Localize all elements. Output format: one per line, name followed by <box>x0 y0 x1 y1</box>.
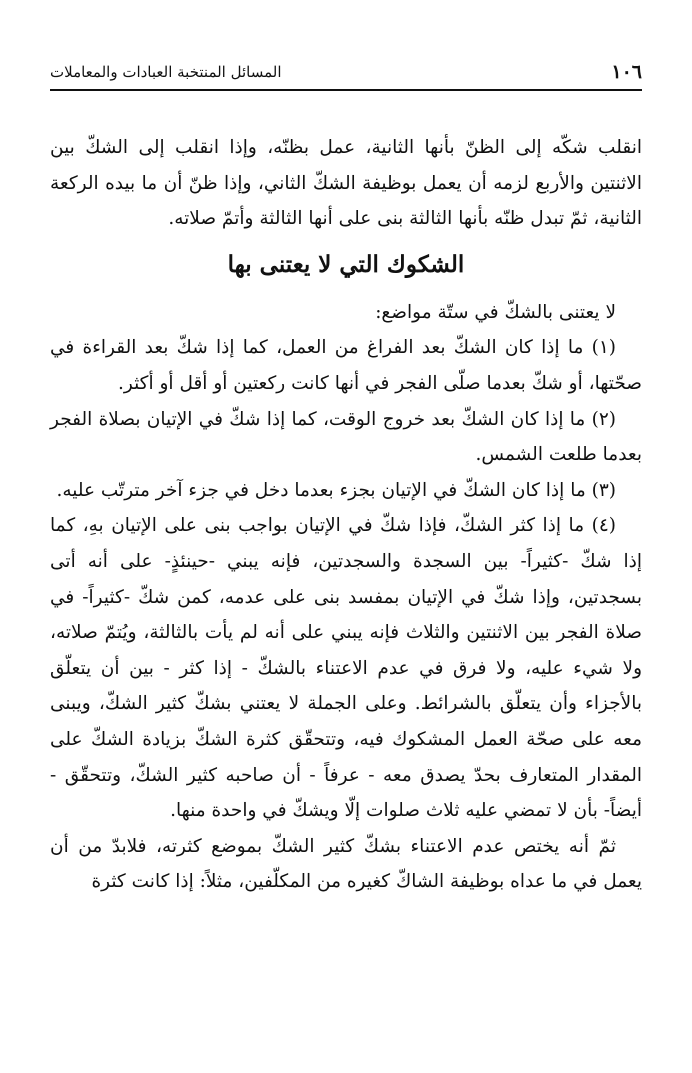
intro-paragraph: انقلب شكّه إلى الظنّ بأنها الثانية، عمل بظنّه، وإذا انقلب إلى الشكّ بين الاثنتين والأربع لزمه أن يعمل بوظيفة الشكّ الثاني، وإذا ظنّ أن ما بيده الركعة الثانية، ثمّ تبدل ظنّه بأنها الثالثة بنى على أنها الثالثة وأتمّ صلاته. <box>50 137 642 230</box>
book-page <box>50 55 642 1055</box>
page-number: ١٠٦ <box>611 61 642 83</box>
closing-paragraph: ثمّ أنه يختص عدم الاعتناء بشكّ كثير الشكّ بموضع كثرته، فلابدّ من أن يعمل في ما عداه بوظيفة الشاكّ كغيره من المكلّفين، مثلاً: إذا كانت كثرة <box>50 835 642 893</box>
list-item-1: (١) ما إذا كان الشكّ بعد الفراغ من العمل، كما إذا شكّ بعد القراءة في صحّتها، أو شكّ بعدما صلّى الفجر في أنها كانت ركعتين أو أقل أو أكثر. <box>50 337 642 394</box>
running-header <box>50 55 642 91</box>
list-item-2: (٢) ما إذا كان الشكّ بعد خروج الوقت، كما إذا شكّ في الإتيان بصلاة الفجر بعدما طلعت الشمس. <box>50 408 642 466</box>
section-heading: الشكوك التي لا يعتنى بها <box>227 250 465 278</box>
list-item-3: (٣) ما إذا كان الشكّ في الإتيان بجزء بعدما دخل في جزء آخر مترتّب عليه. <box>56 479 616 501</box>
body-text <box>50 130 642 900</box>
section-intro: لا يعتنى بالشكّ في ستّة مواضع: <box>375 301 616 323</box>
list-item-4: (٤) ما إذا كثر الشكّ، فإذا شكّ في الإتيان بواجب بنى على الإتيان بهِ، كما إذا شكّ -كثيراً- بين السجدة والسجدتين، فإنه يبني -حينئذٍ- على أنه أتى بسجدتين، وإذا شكّ في الإتيان بمفسد بنى على عدمه، كمن شكّ -كثيراً- في صلاة الفجر بين الاثنتين والثلاث فإنه يبني على أنه لم يأت بالثالثة، ويُتمّ صلاته، ولا شيء عليه، ولا فرق في عدم الاعتناء بالشكّ - إذا كثر - بين أن يتعلّق بالأجزاء وأن يتعلّق بالشرائط. وعلى الجملة لا يعتني بشكّ كثير الشكّ، ويبنى معه على صحّة العمل المشكوك فيه، وتتحقّق كثرة الشكّ بزيادة الشكّ على المقدار المتعارف بحدّ يصدق معه - عرفاً - أن صاحبه كثير الشكّ، وتتحقّق - أيضاً- بأن لا تمضي عليه ثلاث صلوات إلّا ويشكّ في واحدة منها. <box>50 515 642 822</box>
book-title: المسائل المنتخبة العبادات والمعاملات <box>50 63 282 81</box>
